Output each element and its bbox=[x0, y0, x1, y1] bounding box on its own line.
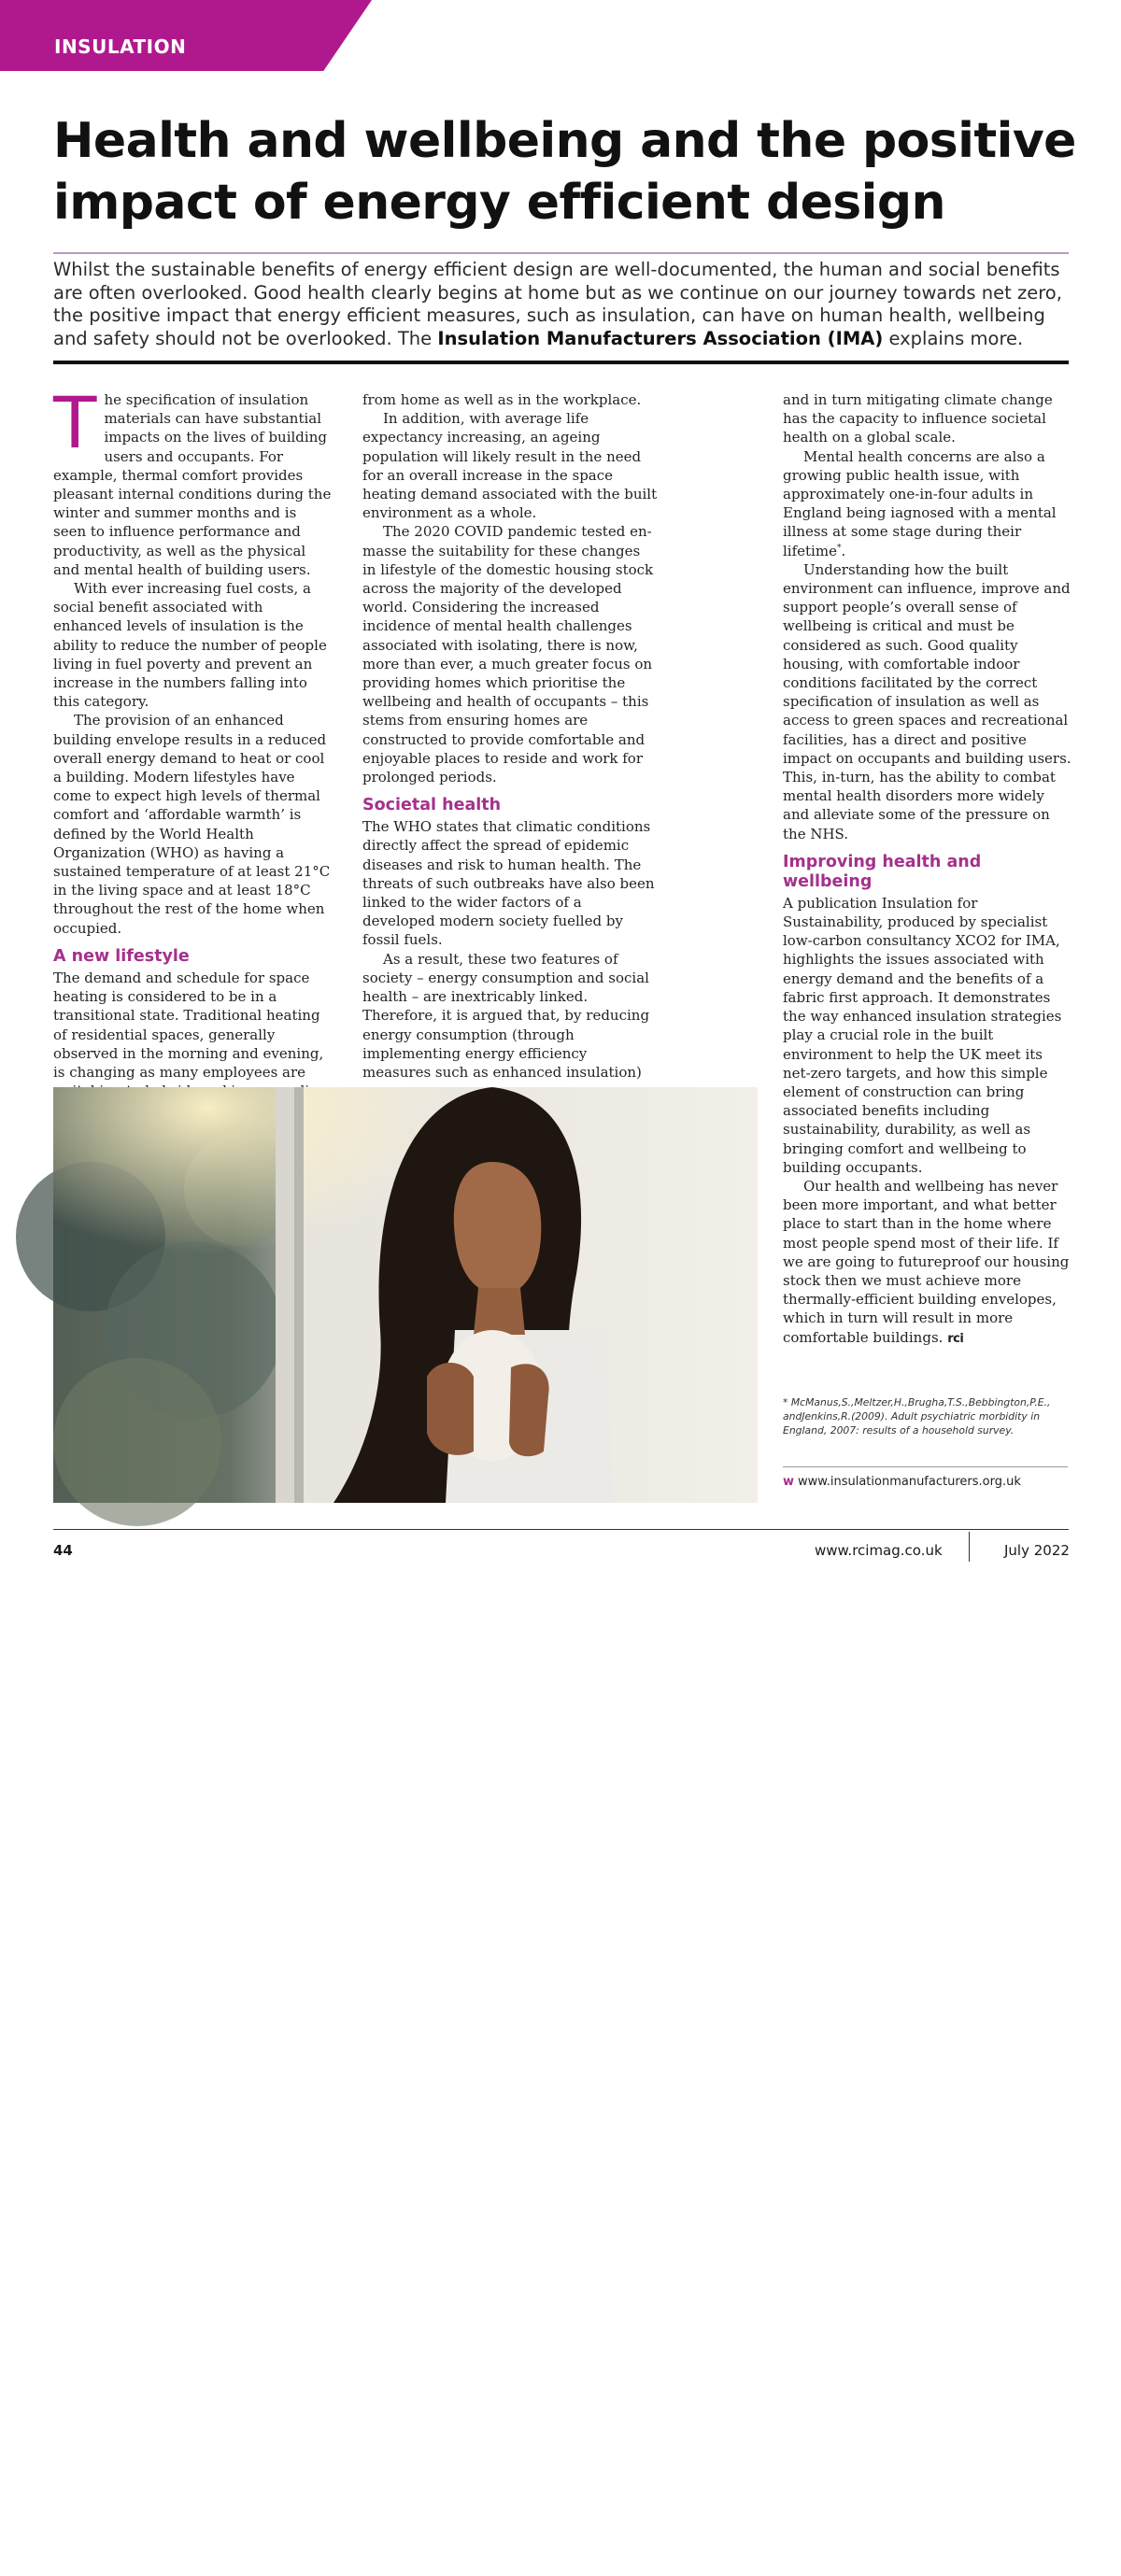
col3-paragraph-3: Understanding how the built environment can influence, improve and support people’s overall sense of wellbeing is critical and must be considered as such. Good quality housing, with comfortable indoor conditions facilitated by the correct specification of insulation as well as access to green spaces and recreational facilities, has a direct and positive impact on occupants and building users. This, in-turn, has the ability to combat mental health disorders more widely and alleviate some of the pressure on the NHS. bbox=[783, 560, 1071, 842]
col3-p2-end: . bbox=[841, 542, 846, 559]
col2-paragraph-3: The 2020 COVID pandemic tested en-masse the suitability for these changes in lifestyle of the domestic housing stock across the majority of the developed world. Considering the increased incidence of mental health challenges associated with isolating, there is now, more than ever, a much greater focus on providing homes which prioritise the wellbeing and health of occupants – this stems from ensuring homes are constructed to provide comfortable and enjoyable places to reside and work for prolonged periods. bbox=[362, 523, 654, 786]
column-3 bbox=[783, 390, 1074, 1349]
footer-date: July 2022 bbox=[1004, 1542, 1070, 1559]
col2-paragraph-2: In addition, with average life expectancy increasing, an ageing population will likely result in the need for an overall increase in the space heating demand associated with the built environment as a whole. bbox=[362, 410, 658, 522]
col3-paragraph-2 bbox=[783, 447, 1074, 560]
col2-paragraph-4: The WHO states that climatic conditions directly affect the spread of epidemic diseases and risk to human health. The threats of such outbreaks have also been linked to the wider factors of a developed modern society fuelled by fossil fuels. bbox=[362, 818, 655, 949]
title-divider bbox=[53, 252, 1069, 254]
standfirst-end: explains more. bbox=[883, 327, 1024, 349]
heading-societal-health: Societal health bbox=[362, 796, 502, 815]
footnote-marker: * bbox=[836, 543, 842, 553]
col3-paragraph-4: A publication Insulation for Sustainability, produced by specialist low-carbon consultancy XCO2 for IMA, highlights the issues associated with energy demand and the benefits of a fabric first approach. It demonstrates the way enhanced insulation strategies play a crucial role in the built environment to help the UK meet its net-zero targets, and how this simple element of construction can bring associated benefits including sustainability, durability, as well as bringing comfort and wellbeing to building occupants. bbox=[783, 894, 1062, 1176]
rci-end-mark-icon: rci bbox=[947, 1331, 964, 1346]
col3-paragraph-1: and in turn mitigating climate change has the capacity to influence societal health on a global scale. bbox=[783, 391, 1053, 446]
footnote: * McManus,S.,Meltzer,H.,Brugha,T.S.,Bebbington,P.E., andJenkins,R.(2009). Adult psychiatric morbidity in England, 2007: results of a household survey. bbox=[783, 1396, 1051, 1437]
col1-paragraph-1 bbox=[53, 381, 332, 579]
website-link[interactable] bbox=[783, 1475, 1021, 1489]
photo-credit: ©AdobeStock/ Anatoliy Karlyuk bbox=[796, 2421, 807, 2576]
web-divider bbox=[783, 1466, 1068, 1467]
col1-paragraph-3: The provision of an enhanced building envelope results in a reduced overall energy demand to heat or cool a building. Modern lifestyles have come to expect high levels of thermal comfort and ‘affordable warmth’ is defined by the World Health Organization (WHO) as having a sustained temperature of at least 21°C in the living space and at least 18°C throughout the rest of the home when occupied. bbox=[53, 712, 331, 937]
standfirst bbox=[53, 259, 1081, 350]
drop-cap: T bbox=[53, 381, 97, 464]
website-url[interactable]: www.insulationmanufacturers.org.uk bbox=[798, 1475, 1021, 1489]
standfirst-divider bbox=[53, 361, 1069, 364]
web-icon: w bbox=[783, 1475, 795, 1489]
footer-separator bbox=[969, 1532, 970, 1562]
heading-new-lifestyle: A new lifestyle bbox=[53, 946, 190, 966]
footer-site[interactable]: www.rcimag.co.uk bbox=[815, 1542, 943, 1559]
column-2 bbox=[362, 390, 658, 1082]
standfirst-text: Whilst the sustainable benefits of energy efficient design are well-documented, the human and social benefits are often overlooked. Good health clearly begins at home but as we continue on our journey towards net zero, the positive impact that energy efficient measures, such as insulation, can have on human health, wellbeing and safety should not be overlooked. The bbox=[53, 259, 1062, 349]
col3-p5-text: Our health and wellbeing has never been more important, and what better place to start than in the home where most people spend most of their life. If we are going to futureproof our housing stock then we must achieve more thermally-efficient building envelopes, which in turn will result in more comfortable buildings. bbox=[783, 1177, 1070, 1346]
woman-with-mug-image bbox=[53, 1087, 758, 1503]
col2-paragraph-5: As a result, these two features of society – energy consumption and social health – are inextricably linked. Therefore, it is argued that, by reducing energy consumption (through implementing energy efficiency measures such as enhanced insulation) bbox=[362, 950, 650, 1081]
col1-paragraph-2: With ever increasing fuel costs, a social benefit associated with enhanced levels of insulation is the ability to reduce the number of people living in fuel poverty and prevent an increase in the numbers falling into this category. bbox=[53, 580, 327, 711]
article-title: Health and wellbeing and the positive impact of energy efficient design bbox=[53, 113, 1076, 231]
standfirst-bold: Insulation Manufacturers Association (IMA) bbox=[437, 327, 884, 349]
col3-paragraph-5 bbox=[783, 1177, 1074, 1349]
col2-paragraph-1: from home as well as in the workplace. bbox=[362, 391, 642, 408]
column-1 bbox=[53, 381, 332, 1120]
page-number: 44 bbox=[53, 1542, 73, 1559]
footer-divider bbox=[53, 1529, 1069, 1530]
col1-p1-text: he specification of insulation materials can have substantial impacts on the lives of building users and occupants. For example, thermal comfort provides pleasant internal conditions during the winter and summer months and is seen to influence performance and productivity, as well as the physical and mental health of building users. bbox=[53, 391, 332, 578]
heading-improving-health: Improving health and wellbeing bbox=[783, 852, 982, 891]
col1-paragraph-4: The demand and schedule for space heating is considered to be in a transitional state. Traditional heating of residential spaces, generally observed in the morning and evening, is changing as many employees are bbox=[53, 969, 324, 1081]
section-label: INSULATION bbox=[54, 35, 187, 58]
col3-p2-text: Mental health concerns are also a growing public health issue, with approximately one-in-four adults in England being iagnosed with a mental illness at some stage during their lifetime bbox=[783, 447, 1057, 559]
